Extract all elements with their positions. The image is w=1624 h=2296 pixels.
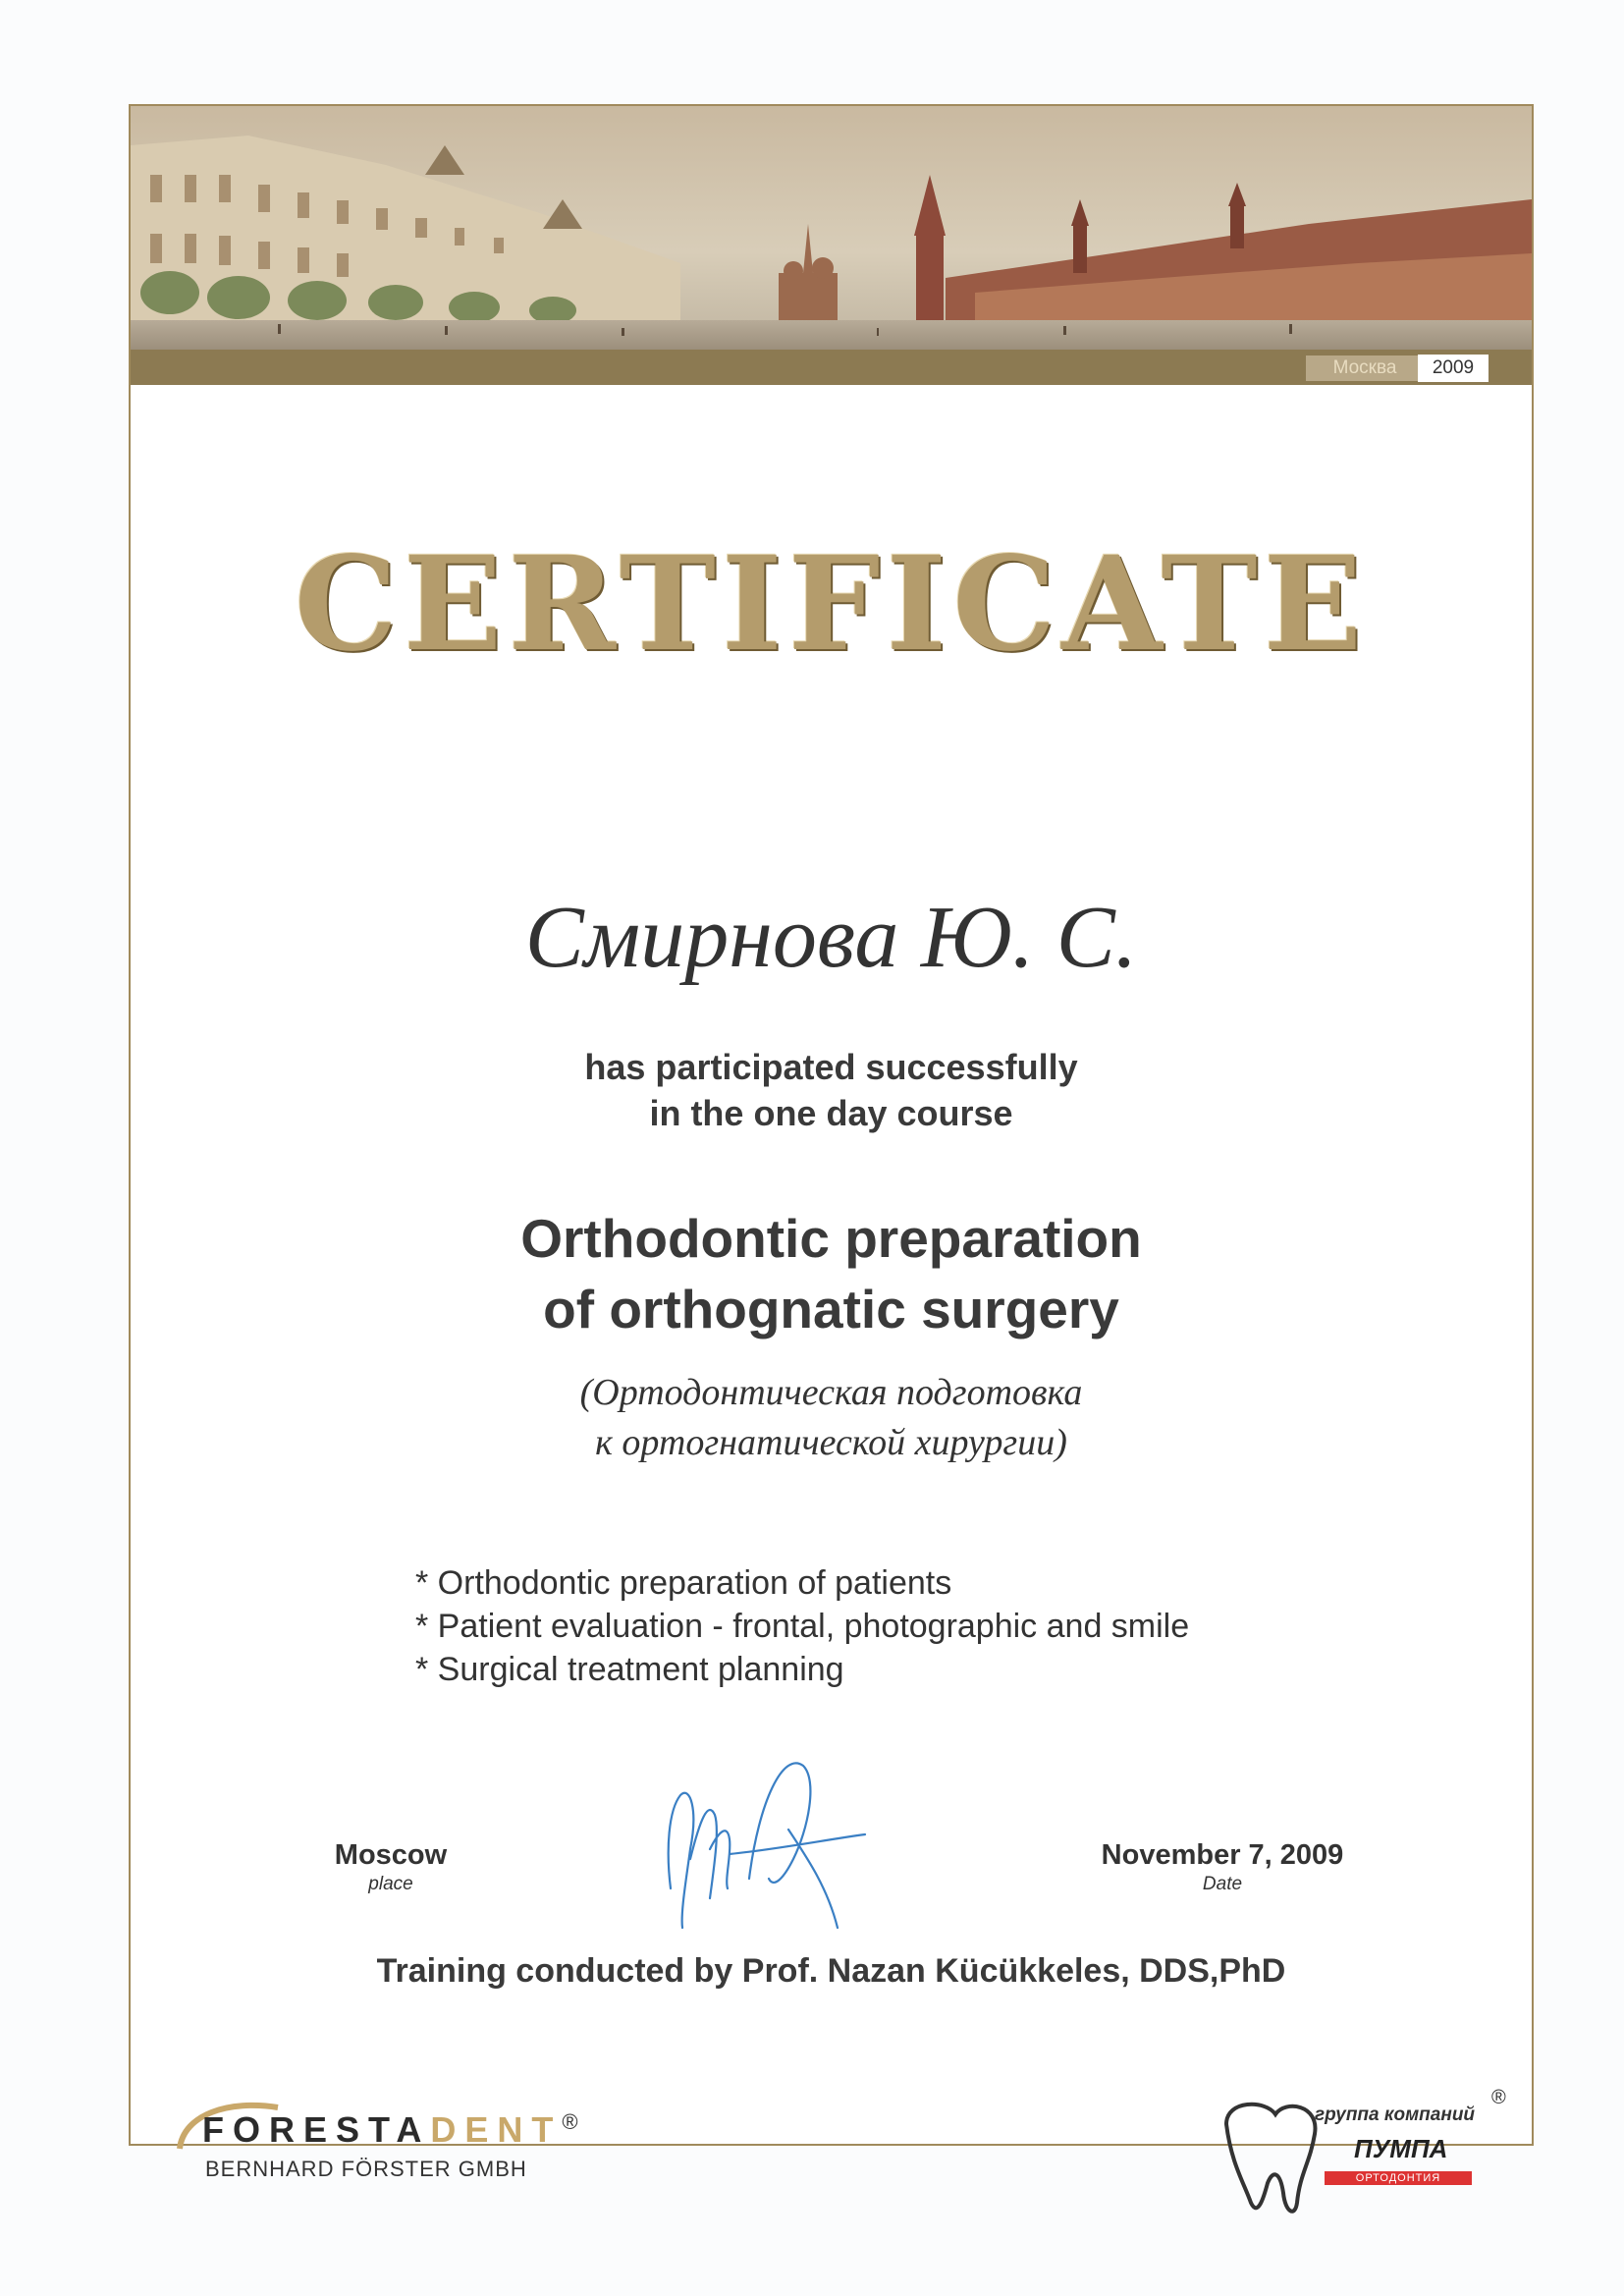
moscow-banner-image: [131, 106, 1532, 350]
course-title-russian: [131, 1368, 1532, 1468]
course-title-line-2: of orthognatic surgery: [543, 1279, 1119, 1339]
forestadent-company: BERNHARD FÖRSTER GMBH: [205, 2157, 527, 2181]
forestadent-wordmark: [202, 2109, 578, 2151]
course-ru-line-1: (Ортодонтическая подготовка: [579, 1372, 1083, 1413]
date-value: November 7, 2009: [1101, 1839, 1344, 1871]
course-title-line-1: Orthodontic preparation: [520, 1208, 1142, 1269]
signature: [612, 1741, 985, 1938]
pumpa-group-label: группа компаний: [1315, 2105, 1476, 2125]
certificate-frame: [129, 104, 1534, 2184]
pumpa-subtitle: ОРТОДОНТИЯ: [1325, 2171, 1472, 2185]
recipient-name: Смирнова Ю. С.: [524, 889, 1138, 986]
participation-text: [131, 1044, 1532, 1136]
forestadent-part1: FORESTA: [202, 2109, 431, 2150]
trainer-line: Training conducted by Prof. Nazan Kücükkeles, DDS,PhD: [376, 1952, 1286, 1990]
forestadent-part2: DENT: [430, 2109, 563, 2150]
date-block: [1060, 1839, 1384, 1895]
intro-line-2: in the one day course: [649, 1093, 1013, 1133]
pumpa-name: ПУМПА: [1354, 2134, 1448, 2163]
forestadent-registered-mark: ®: [562, 2109, 578, 2134]
course-ru-line-2: к ортогнатической хирургии): [595, 1422, 1067, 1463]
place-block: [278, 1839, 504, 1895]
course-topics-list: [415, 1561, 1397, 1691]
place-value: Moscow: [334, 1839, 448, 1871]
certificate-title: CERTIFICATE: [294, 528, 1369, 681]
place-caption: place: [368, 1874, 413, 1894]
pumpa-logo: [1207, 2085, 1521, 2222]
banner-city-label: Москва: [1306, 355, 1424, 381]
date-caption: Date: [1202, 1874, 1243, 1894]
banner-year-strip: [131, 350, 1532, 385]
tooth-icon: [1207, 2095, 1325, 2222]
pumpa-registered-mark: ®: [1491, 2087, 1506, 2108]
course-title: [131, 1203, 1532, 1344]
topic-item: * Orthodontic preparation of patients: [415, 1564, 952, 1602]
topic-item: * Patient evaluation - frontal, photographic and smile: [415, 1608, 1190, 1645]
topic-item: * Surgical treatment planning: [415, 1651, 844, 1688]
banner-year: 2009: [1418, 355, 1489, 382]
forestadent-logo: [170, 2090, 582, 2208]
intro-line-1: has participated successfully: [584, 1047, 1078, 1087]
